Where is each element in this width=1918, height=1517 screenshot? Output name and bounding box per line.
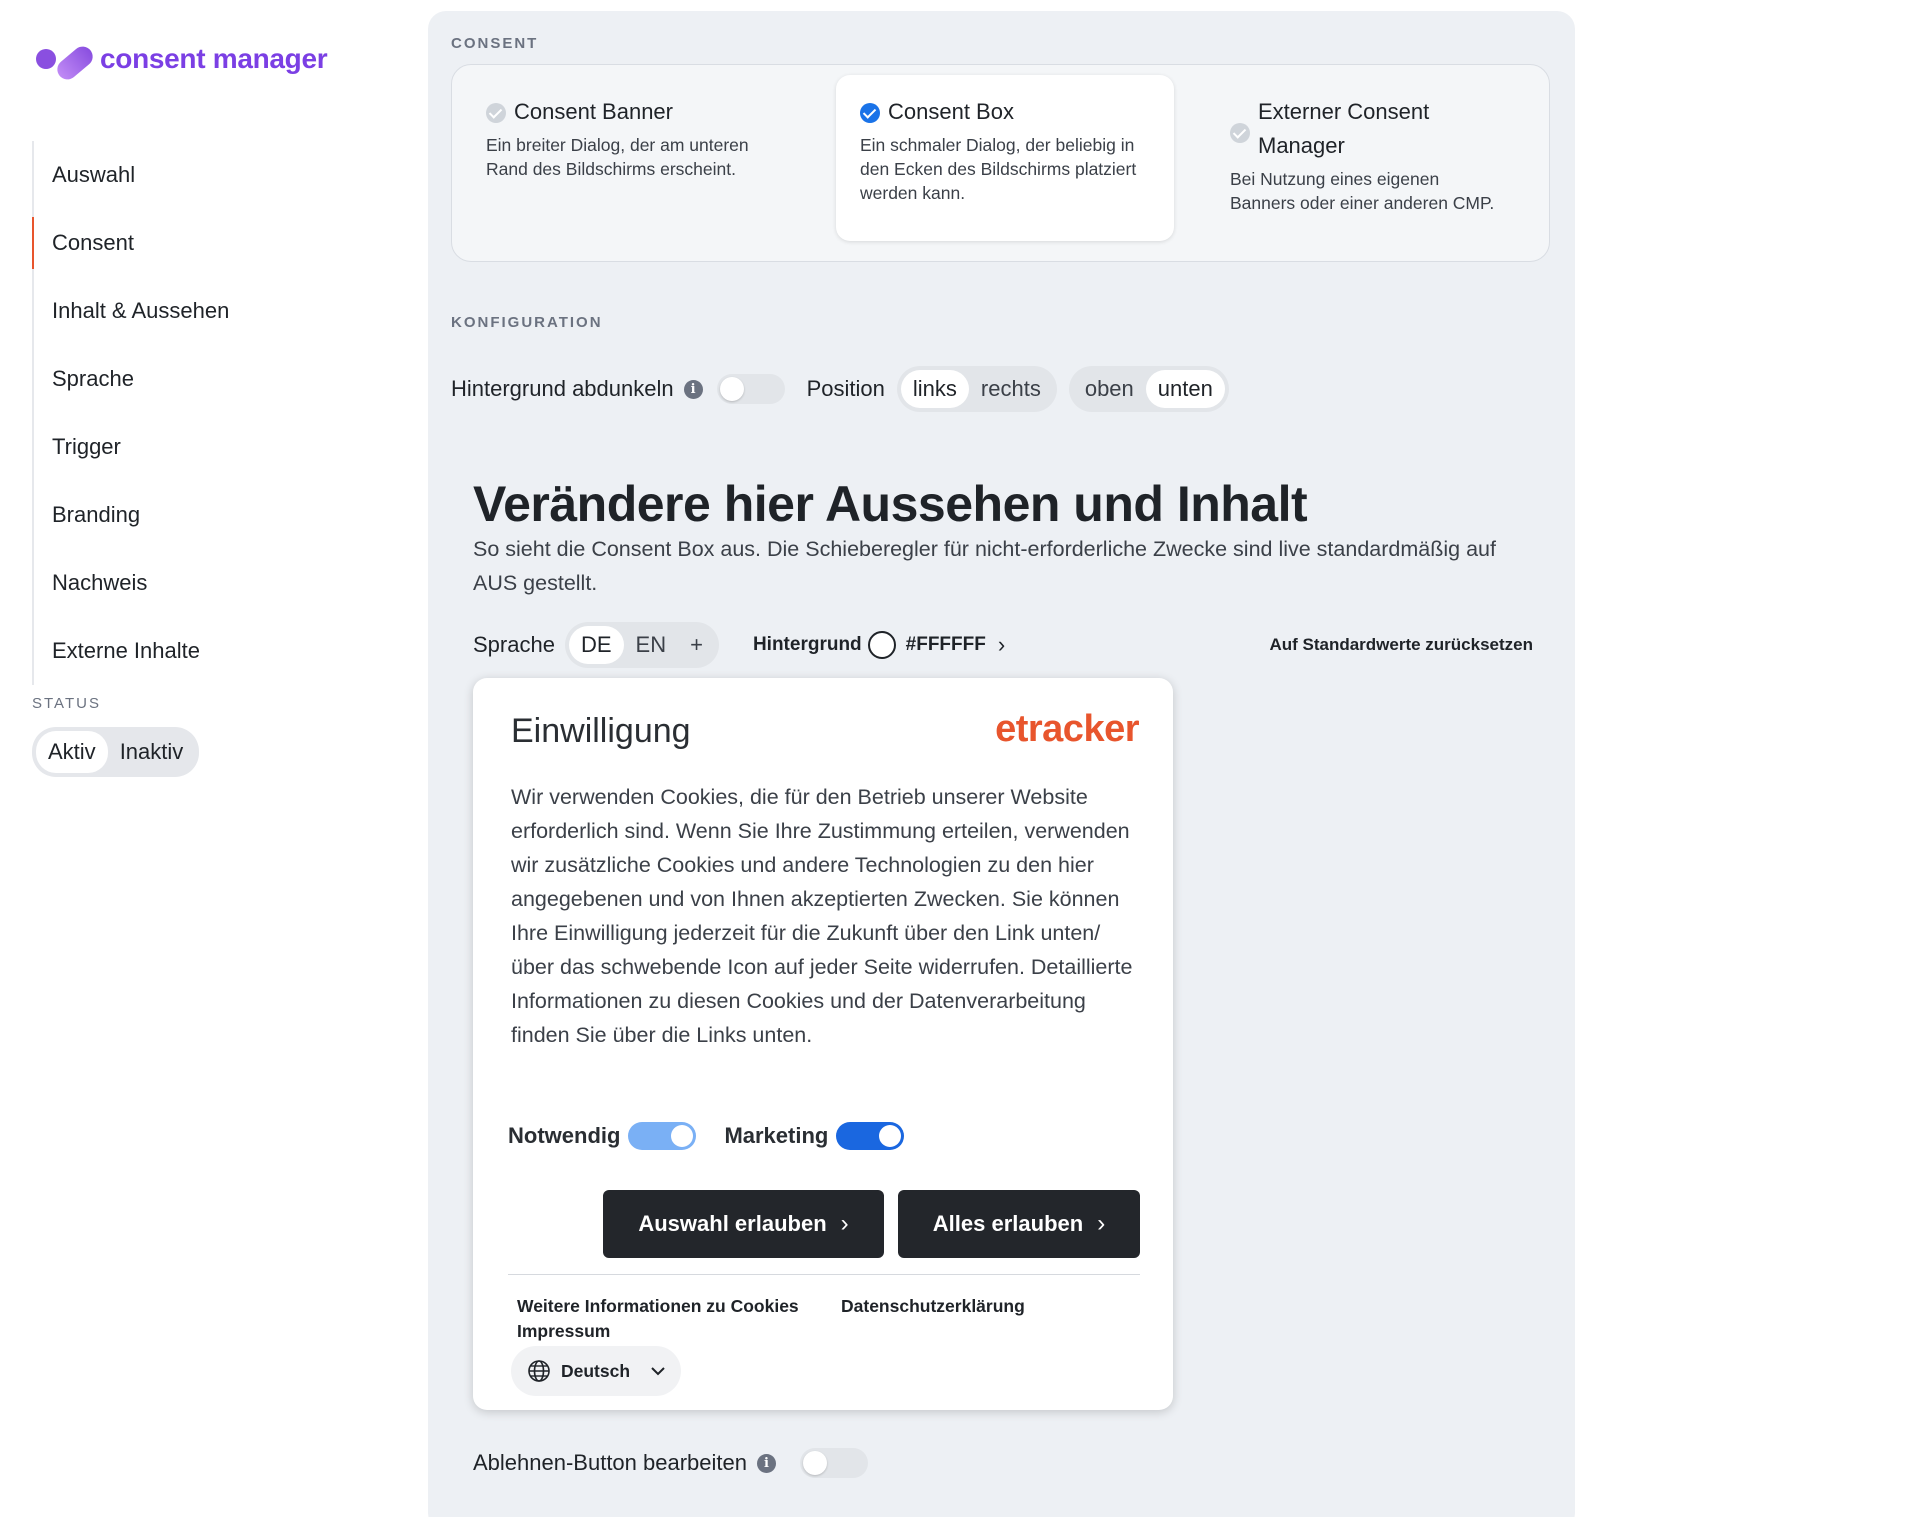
info-icon[interactable]: i	[684, 380, 703, 399]
background-label: Hintergrund	[752, 634, 862, 655]
background-color-value[interactable]: #FFFFFF	[905, 634, 986, 655]
info-icon[interactable]: i	[757, 1454, 776, 1473]
consent-type-selector	[451, 64, 1550, 262]
preview-toggles	[508, 1122, 932, 1150]
necessary-toggle[interactable]	[628, 1122, 696, 1150]
config-row	[451, 366, 1229, 412]
language-select[interactable]	[511, 1346, 681, 1396]
sidebar-item-branding[interactable]: Branding	[52, 502, 141, 527]
sidebar-item-trigger[interactable]: Trigger	[52, 434, 121, 459]
logo[interactable]	[36, 38, 327, 80]
language-en-option[interactable]: EN	[635, 632, 667, 657]
preview-text: Wir verwenden Cookies, die für den Betrieb unserer Website erforderlich sind. Wenn Sie Ihre Zustimmung erteilen, verwenden wir zusätzliche Cookies und andere Technologien zu den hier angegebenen und von Ihnen akzeptierten Zwecken. Sie können Ihre Einwilligung jederzeit für die Zukunft über den Link unten/über das schwebende Icon auf jeder Seite widerrufen. Detaillierte Informationen zu diesen Cookies und der Datenverarbeitung finden Sie über die Links unten.	[511, 785, 1133, 1047]
divider	[508, 1274, 1140, 1275]
chevron-down-icon	[650, 1366, 666, 1376]
logo-mark-icon	[36, 38, 92, 80]
cookies-info-link[interactable]: Weitere Informationen zu Cookies	[517, 1296, 799, 1316]
add-language-button[interactable]: +	[690, 632, 703, 657]
language-label: Sprache	[473, 632, 555, 657]
status-label: STATUS	[32, 695, 101, 712]
chevron-right-icon[interactable]: ›	[997, 632, 1006, 657]
privacy-policy-link[interactable]: Datenschutzerklärung	[841, 1296, 1025, 1316]
dim-background-switch[interactable]	[717, 374, 785, 404]
sidebar-item-auswahl[interactable]: Auswahl	[52, 162, 136, 187]
etracker-logo: etracker	[995, 708, 1139, 750]
position-top-option[interactable]: oben	[1084, 376, 1134, 401]
editor-heading: Verändere hier Aussehen und Inhalt	[473, 476, 1308, 532]
editor-subtitle: So sieht die Consent Box aus. Die Schieberegler für nicht-erforderliche Zwecke sind live standardmäßig auf AUS gestellt.	[473, 537, 1496, 595]
marketing-toggle[interactable]	[836, 1122, 904, 1150]
language-toggle	[565, 622, 719, 668]
checked-icon	[860, 103, 880, 123]
choice-description: Bei Nutzung eines eigenen Banners oder einer anderen CMP.	[1230, 169, 1495, 213]
position-right-option[interactable]: rechts	[980, 376, 1041, 401]
choice-title: Consent Banner	[514, 99, 673, 124]
horizontal-position-toggle	[897, 366, 1057, 412]
decline-button-label: Ablehnen-Button bearbeiten	[473, 1450, 747, 1475]
consent-preview-card	[473, 678, 1173, 1410]
logo-text: consent manager	[100, 43, 328, 74]
sidebar-item-consent[interactable]: Consent	[34, 209, 312, 277]
choice-consent-banner[interactable]	[462, 75, 802, 201]
config-section-label: KONFIGURATION	[451, 314, 603, 331]
globe-icon	[527, 1359, 551, 1383]
sidebar-item-externe-inhalte[interactable]: Externe Inhalte	[52, 638, 200, 663]
marketing-label: Marketing	[724, 1123, 829, 1148]
chevron-right-icon: ›	[840, 1210, 849, 1237]
choice-description: Ein schmaler Dialog, der beliebig in den Ecken des Bildschirms platziert werden kann.	[860, 135, 1137, 203]
unchecked-icon	[486, 103, 506, 123]
imprint-link[interactable]: Impressum	[517, 1321, 611, 1341]
reset-defaults-button[interactable]: Auf Standardwerte zurücksetzen	[1269, 635, 1533, 654]
consent-section-label: CONSENT	[451, 35, 539, 52]
color-swatch[interactable]	[868, 631, 896, 659]
sidebar-item-sprache[interactable]: Sprache	[52, 366, 134, 391]
language-select-value: Deutsch	[561, 1360, 631, 1381]
allow-all-button[interactable]	[898, 1190, 1140, 1258]
language-de-option[interactable]: DE	[569, 626, 624, 664]
allow-selection-label: Auswahl erlauben	[638, 1211, 827, 1236]
allow-all-label: Alles erlauben	[932, 1211, 1084, 1236]
decline-button-switch[interactable]	[800, 1448, 868, 1478]
preview-title: Einwilligung	[511, 712, 691, 750]
chevron-right-icon: ›	[1097, 1210, 1106, 1237]
choice-title: Consent Box	[888, 99, 1014, 124]
unchecked-icon	[1230, 123, 1250, 143]
choice-title: Externer Consent Manager	[1258, 99, 1430, 158]
choice-external-cmp[interactable]	[1206, 75, 1526, 235]
sidebar-item-inhalt-aussehen[interactable]: Inhalt & Aussehen	[52, 298, 230, 323]
status-toggle	[32, 727, 199, 777]
dim-background-label: Hintergrund abdunkeln	[451, 376, 674, 401]
position-label: Position	[806, 376, 885, 401]
status-option-aktiv[interactable]: Aktiv	[36, 731, 108, 773]
decline-button-row	[473, 1448, 868, 1478]
sidebar-nav	[32, 141, 312, 685]
sidebar-item-nachweis[interactable]: Nachweis	[52, 570, 148, 595]
vertical-position-toggle	[1069, 366, 1229, 412]
allow-selection-button[interactable]	[603, 1190, 884, 1258]
editor-toolbar	[473, 622, 1533, 668]
necessary-label: Notwendig	[508, 1123, 621, 1148]
choice-consent-box[interactable]	[836, 75, 1174, 241]
status-option-inaktiv[interactable]: Inaktiv	[119, 739, 184, 764]
position-left-option[interactable]: links	[901, 370, 969, 408]
choice-description: Ein breiter Dialog, der am unteren Rand des Bildschirms erscheint.	[486, 135, 749, 179]
position-bottom-option[interactable]: unten	[1146, 370, 1225, 408]
